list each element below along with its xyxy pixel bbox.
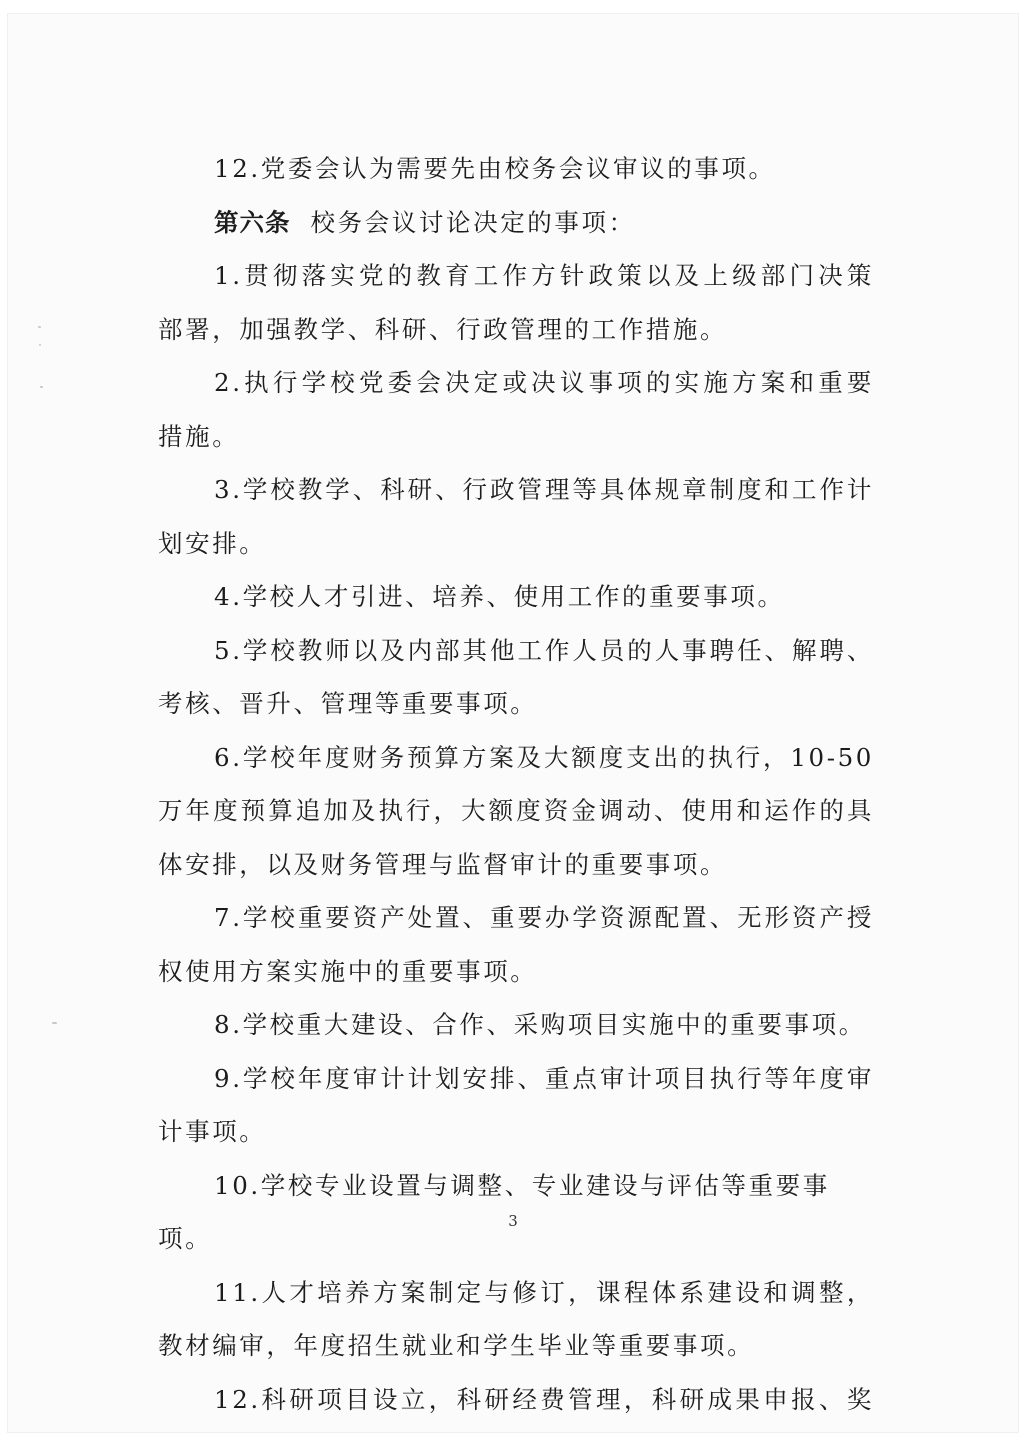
item-continuation: 教材编审，年度招生就业和学生毕业等重要事项。 — [158, 1331, 755, 1360]
document-page — [8, 14, 1018, 1432]
item-line: 3.学校教学、科研、行政管理等具体规章制度和工作计 — [214, 475, 874, 504]
item-continuation: 部署，加强教学、科研、行政管理的工作措施。 — [158, 314, 728, 344]
item-line: 10.学校专业设置与调整、专业建设与评估等重要事项。 — [158, 1170, 830, 1253]
item-line: 1.贯彻落实党的教育工作方针政策以及上级部门决策 — [214, 261, 874, 290]
article-intro: 校务会议讨论决定的事项： — [310, 207, 636, 237]
item-line: 6.学校年度财务预算方案及大额度支出的执行，10-50 — [214, 742, 874, 772]
item-continuation: 措施。 — [158, 421, 240, 451]
item-continuation: 计事项。 — [158, 1117, 267, 1146]
article-six-line — [158, 196, 874, 250]
item-continuation: 万年度预算追加及执行，大额度资金调动、使用和运作的具 — [158, 796, 874, 825]
article-heading: 第六条 — [214, 207, 291, 237]
item-line: 4.学校人才引进、培养、使用工作的重要事项。 — [214, 582, 785, 611]
page-number: 3 — [508, 1212, 518, 1230]
scan-speck — [52, 1022, 57, 1024]
document-body — [158, 142, 874, 1426]
item-continuation: 考核、晋升、管理等重要事项。 — [158, 689, 538, 718]
item-line: 9.学校年度审计计划安排、重点审计项目执行等年度审 — [214, 1063, 874, 1093]
item-continuation: 权使用方案实施中的重要事项。 — [158, 956, 538, 986]
scan-speck — [40, 386, 43, 388]
item-line: 5.学校教师以及内部其他工作人员的人事聘任、解聘、 — [214, 635, 874, 665]
item-line: 2.执行学校党委会决定或决议事项的实施方案和重要 — [214, 368, 874, 397]
item-line: 12.党委会认为需要先由校务会议审议的事项。 — [214, 154, 776, 183]
item-line: 7.学校重要资产处置、重要办学资源配置、无形资产授 — [214, 903, 874, 932]
scan-speck — [39, 344, 41, 346]
item-continuation: 体安排，以及财务管理与监督审计的重要事项。 — [158, 849, 728, 879]
item-line: 8.学校重大建设、合作、采购项目实施中的重要事项。 — [214, 1010, 866, 1039]
item-line: 11.人才培养方案制定与修订，课程体系建设和调整， — [214, 1277, 874, 1307]
item-line: 12.科研项目设立，科研经费管理，科研成果申报、奖 — [214, 1384, 874, 1414]
scan-speck — [38, 326, 41, 328]
item-continuation: 划安排。 — [158, 528, 267, 558]
